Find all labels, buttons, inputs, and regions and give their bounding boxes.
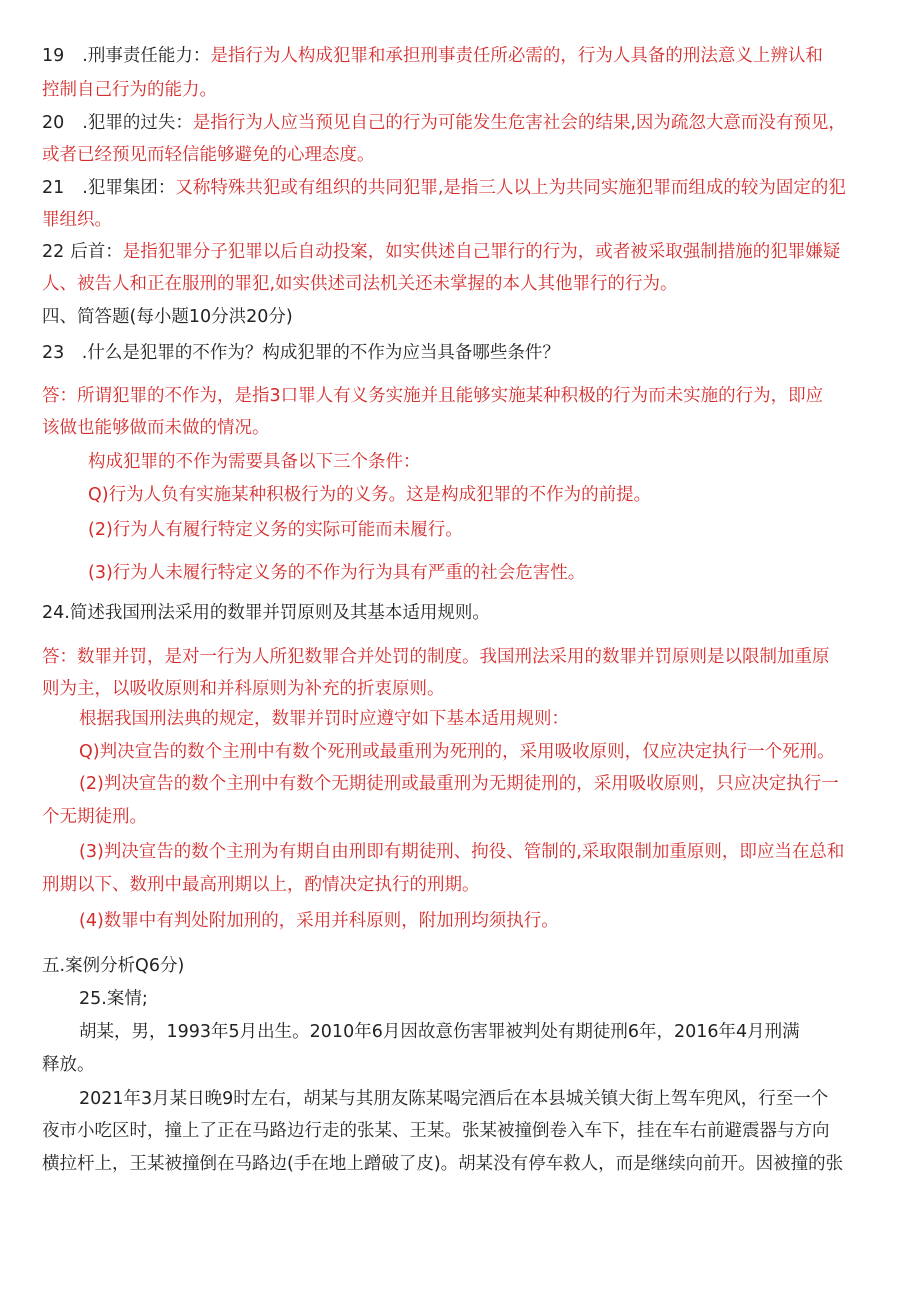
answer-24-item: (4)数罪中有判处附加刑的，采用并科原则，附加刑均须执行。 [79,911,559,931]
answer-24-item-cont: 刑期以下、数刑中最高刑期以上，酌情决定执行的刑期。 [42,875,480,895]
answer-23-item: Q)行为人负有实施某种积极行为的义务。这是构成犯罪的不作为的前提。 [88,485,652,505]
term-definition: 是指行为人应当预见自己的行为可能发生危害社会的结果,因为疏忽大意而没有预见， [192,113,846,133]
term-definition-cont: 或者已经预见而轻信能够避免的心理态度。 [42,145,375,165]
term-definition-cont: 罪组织。 [42,210,112,230]
term-20 [42,111,846,135]
term-definition-cont: 控制自己行为的能力。 [42,80,217,100]
term-definition: 又称特殊共犯或有组织的共同犯罪,是指三人以上为共同实施犯罪而组成的较为固定的犯 [175,178,846,198]
section-heading: 四、简答题(每小题10分洪20分) [42,307,293,327]
term-definition: 是指犯罪分子犯罪以后自动投案，如实供述自己罪行的行为，或者被采取强制措施的犯罪嫌疑 [122,242,841,262]
answer-23-cont: 该做也能够做而未做的情况。 [42,418,270,438]
answer-23-intro: 构成犯罪的不作为需要具备以下三个条件： [88,452,421,472]
term-number: 20 [42,113,65,133]
answer-23: 答：所谓犯罪的不作为，是指3口罪人有义务实施并且能够实施某种积极的行为而未实施的行为，即应 [42,386,824,406]
term-definition: 是指行为人构成犯罪和承担刑事责任所必需的，行为人具备的刑法意义上辨认和 [210,46,823,66]
term-label: .犯罪的过失： [82,113,193,133]
answer-24-item: (2)判决宣告的数个主刑中有数个无期徒刑或最重刑为无期徒刑的，采用吸收原则，只应决定执行一 [79,774,839,794]
term-number: 22 [42,242,65,262]
answer-24-item: Q)判决宣告的数个主刑中有数个死刑或最重刑为死刑的，采用吸收原则，仅应决定执行一个死刑。 [79,742,835,762]
case-label: 25.案情; [79,989,148,1009]
term-label: .犯罪集团： [82,178,176,198]
answer-23-item: (3)行为人未履行特定义务的不作为行为具有严重的社会危害性。 [88,563,586,583]
case-paragraph-cont: 夜市小吃区时，撞上了正在马路边行走的张某、王某。张某被撞倒卷入车下，挂在车右前避震器与方向 [42,1121,830,1141]
case-paragraph: 2021年3月某日晚9时左右，胡某与其朋友陈某喝完酒后在本县城关镇大街上驾车兜风，行至一个 [79,1089,829,1109]
case-paragraph-cont: 释放。 [42,1055,95,1075]
answer-23-item: (2)行为人有履行特定义务的实际可能而未履行。 [88,520,463,540]
term-number: 19 [42,46,65,66]
case-paragraph: 胡某，男，1993年5月出生。2010年6月因故意伤害罪被判处有期徒刑6年，2016年4月刑满 [79,1022,800,1042]
term-22 [42,240,840,264]
answer-24-item-cont: 个无期徒刑。 [42,807,147,827]
section-heading: 五.案例分析Q6分) [42,956,185,976]
term-label: 后首： [70,242,123,262]
answer-24: 答：数罪并罚，是对一行为人所犯数罪合并处罚的制度。我国刑法采用的数罪并罚原则是以限制加重原 [42,647,830,667]
answer-24-cont: 则为主，以吸收原则和并科原则为补充的折衷原则。 [42,679,445,699]
term-label: .刑事责任能力： [82,46,211,66]
case-paragraph-cont: 横拉杆上，王某被撞倒在马路边(手在地上蹭破了皮)。胡某没有停车救人，而是继续向前开。因被撞的张 [42,1154,844,1174]
question-23: 23 .什么是犯罪的不作为？构成犯罪的不作为应当具备哪些条件？ [42,343,560,363]
term-19 [42,44,823,68]
term-number: 21 [42,178,65,198]
term-definition-cont: 人、被告人和正在服刑的罪犯,如实供述司法机关还未掌握的本人其他罪行的行为。 [42,274,678,294]
answer-24-intro: 根据我国刑法典的规定，数罪并罚时应遵守如下基本适用规则： [79,709,569,729]
answer-24-item: (3)判决宣告的数个主刑为有期自由刑即有期徒刑、拘役、管制的,采取限制加重原则，即应当在总和 [79,842,845,862]
term-21 [42,176,846,200]
question-24: 24.简述我国刑法采用的数罪并罚原则及其基本适用规则。 [42,603,490,623]
